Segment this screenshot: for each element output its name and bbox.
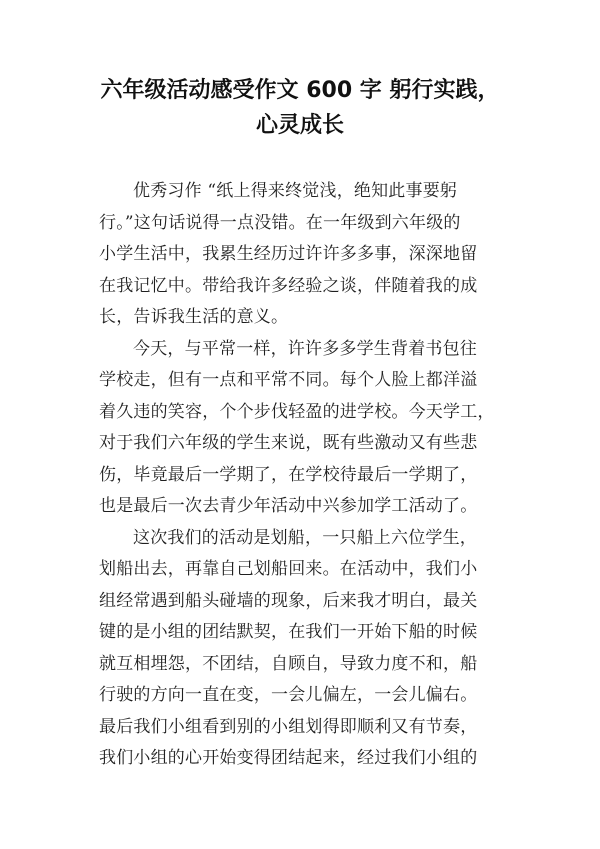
text-line: 伤，毕竟最后一学期了，在学校待最后一学期了， — [99, 464, 478, 485]
text-line: 行。”这句话说得一点没错。在一年级到六年级的 — [99, 212, 461, 233]
text-line: 长，告诉我生活的意义。 — [99, 307, 289, 327]
document-title-line-1: 六年级活动感受作文 600 字 躬行实践， — [100, 78, 500, 103]
text-line: 小学生活中，我累生经历过许许多多事，深深地留 — [99, 244, 478, 264]
text-line: 优秀习作 “纸上得来终觉浅，绝知此事要躬 — [133, 181, 458, 201]
text-line: 就互相埋怨，不团结，自顾自，导致力度不和，船 — [99, 653, 478, 674]
text-line: 行驶的方向一直在变，一会儿偏左，一会儿偏右。 — [99, 685, 478, 705]
text-line: 对于我们六年级的学生来说，既有些激动又有些悲 — [99, 433, 478, 453]
text-line: 这次我们的活动是划船，一只船上六位学生， — [133, 527, 477, 548]
article-body — [99, 176, 503, 775]
text-line: 在我记忆中。带给我许多经验之谈，伴随着我的成 — [99, 275, 478, 296]
text-line: 今天，与平常一样，许许多多学生背着书包往 — [133, 338, 477, 359]
text-line: 学校走，但有一点和平常不同。每个人脸上都洋溢 — [99, 370, 478, 390]
text-line: 组经常遇到船头碰墙的现象，后来我才明白，最关 — [99, 590, 478, 611]
text-line: 着久违的笑容，个个步伐轻盈的进学校。今天学工， — [99, 401, 495, 422]
text-line: 我们小组的心开始变得团结起来，经过我们小组的 — [99, 748, 478, 768]
document-title-line-2: 心灵成长 — [255, 113, 344, 138]
text-line: 键的是小组的团结默契，在我们一开始下船的时候 — [99, 622, 478, 642]
text-line: 也是最后一次去青少年活动中兴参加学工活动了。 — [99, 496, 478, 516]
text-line: 最后我们小组看到别的小组划得即顺利又有节奏， — [99, 716, 478, 737]
text-line: 划船出去，再靠自己划船回来。在活动中，我们小 — [99, 559, 478, 579]
